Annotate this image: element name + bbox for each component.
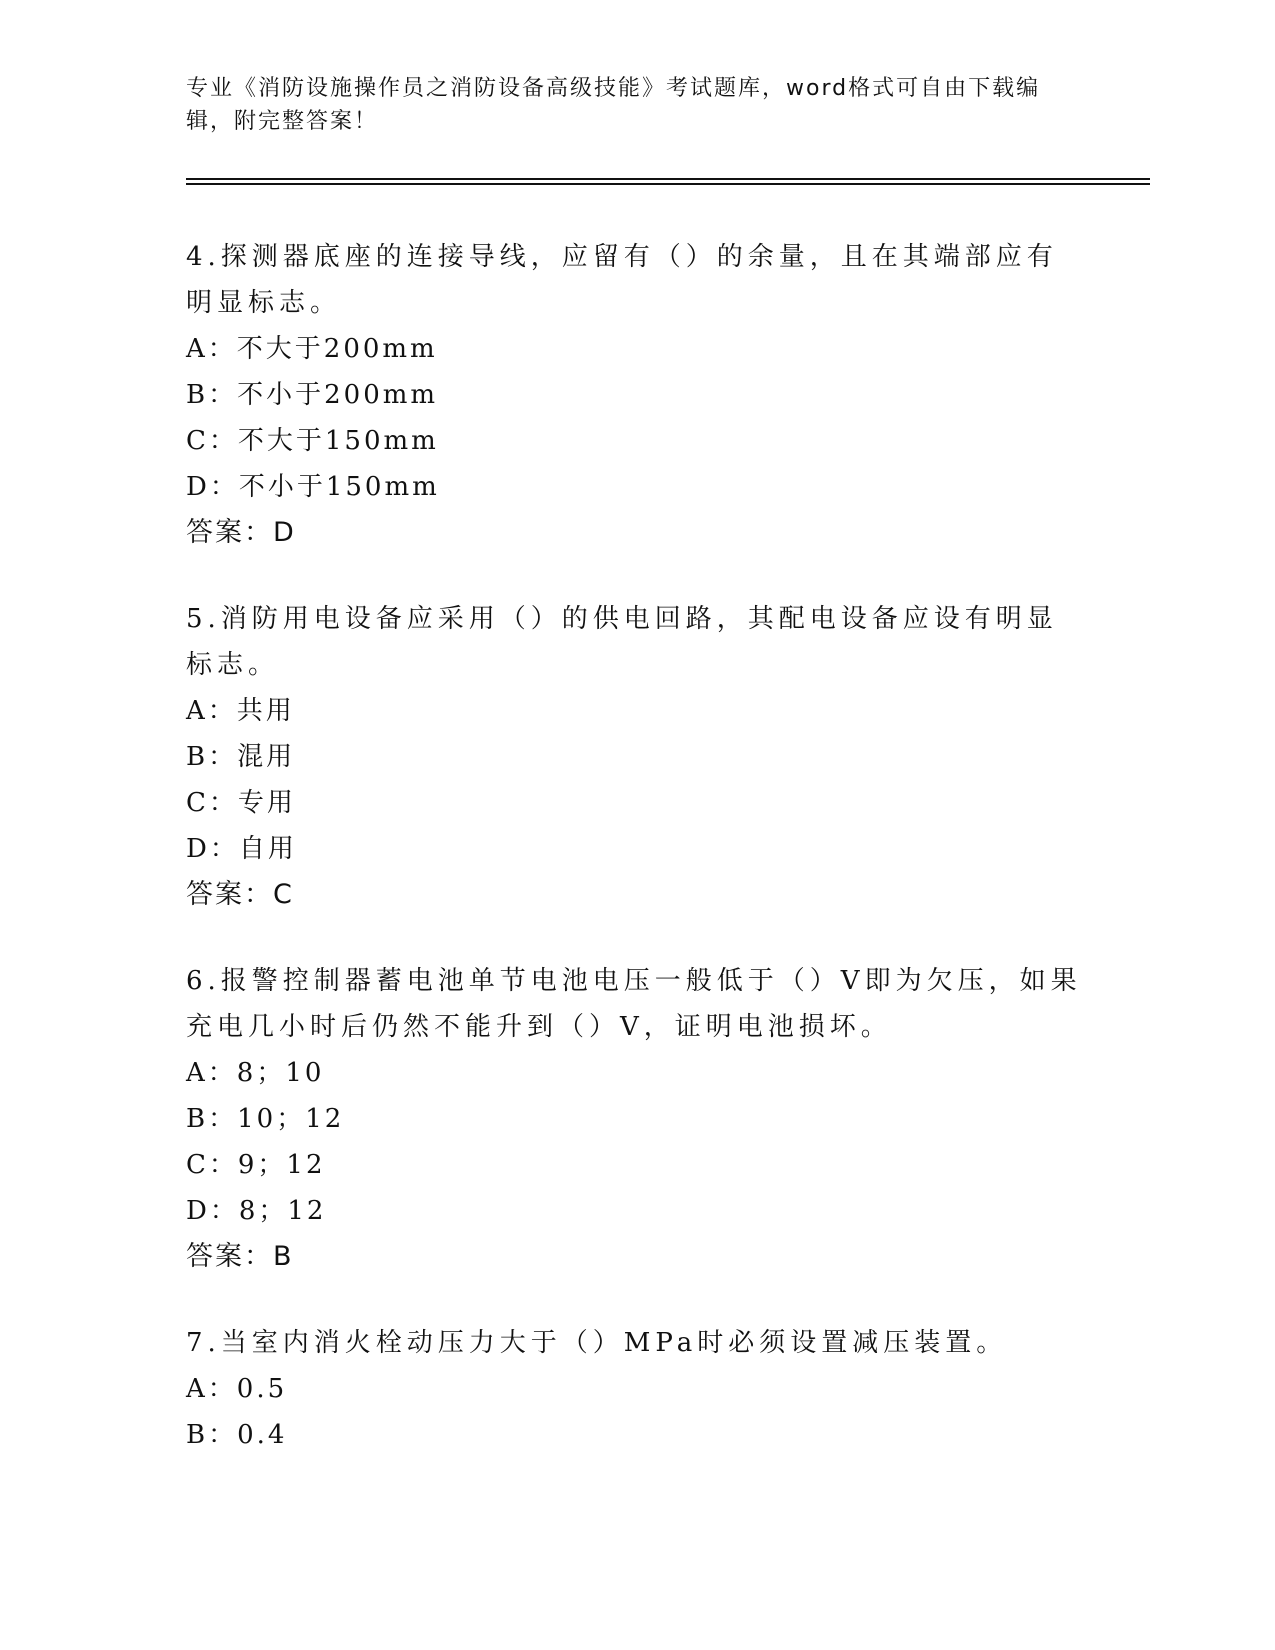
question-stem: 6.报警控制器蓄电池单节电池电压一般低于（）V即为欠压，如果充电几小时后仍然不能升到（）V，证明电池损坏。: [186, 966, 1082, 1042]
question-5: [186, 596, 1086, 918]
option-c: C：不大于150mm: [186, 426, 439, 456]
header-divider-bottom: [186, 183, 1150, 185]
answer-line: 答案：D: [186, 517, 296, 548]
option-b: B：10；12: [186, 1104, 345, 1134]
option-c: C：9；12: [186, 1150, 326, 1180]
option-b: B：不小于200mm: [186, 380, 439, 410]
question-stem: 4.探测器底座的连接导线，应留有（）的余量，且在其端部应有明显标志。: [186, 242, 1058, 318]
option-d: D：不小于150mm: [186, 472, 440, 502]
option-a: A：不大于200mm: [186, 334, 438, 364]
question-6: [186, 958, 1086, 1280]
option-d: D：自用: [186, 834, 297, 864]
answer-line: 答案：C: [186, 879, 294, 910]
option-b: B：0.4: [186, 1420, 288, 1450]
option-c: C：专用: [186, 788, 296, 818]
question-list: [186, 234, 1086, 1498]
option-a: A：共用: [186, 696, 295, 726]
document-header: 专业《消防设施操作员之消防设备高级技能》考试题库，word格式可自由下载编辑，附完整答案！: [186, 76, 1041, 134]
question-4: [186, 234, 1086, 556]
option-a: A：8；10: [186, 1058, 325, 1088]
answer-line: 答案：B: [186, 1241, 294, 1272]
option-b: B：混用: [186, 742, 296, 772]
option-d: D：8；12: [186, 1196, 327, 1226]
header-divider-top: [186, 178, 1150, 180]
question-stem: 7.当室内消火栓动压力大于（）MPa时必须设置减压装置。: [186, 1328, 1008, 1358]
option-a: A：0.5: [186, 1374, 288, 1404]
question-7: [186, 1320, 1086, 1458]
question-stem: 5.消防用电设备应采用（）的供电回路，其配电设备应设有明显标志。: [186, 604, 1058, 680]
